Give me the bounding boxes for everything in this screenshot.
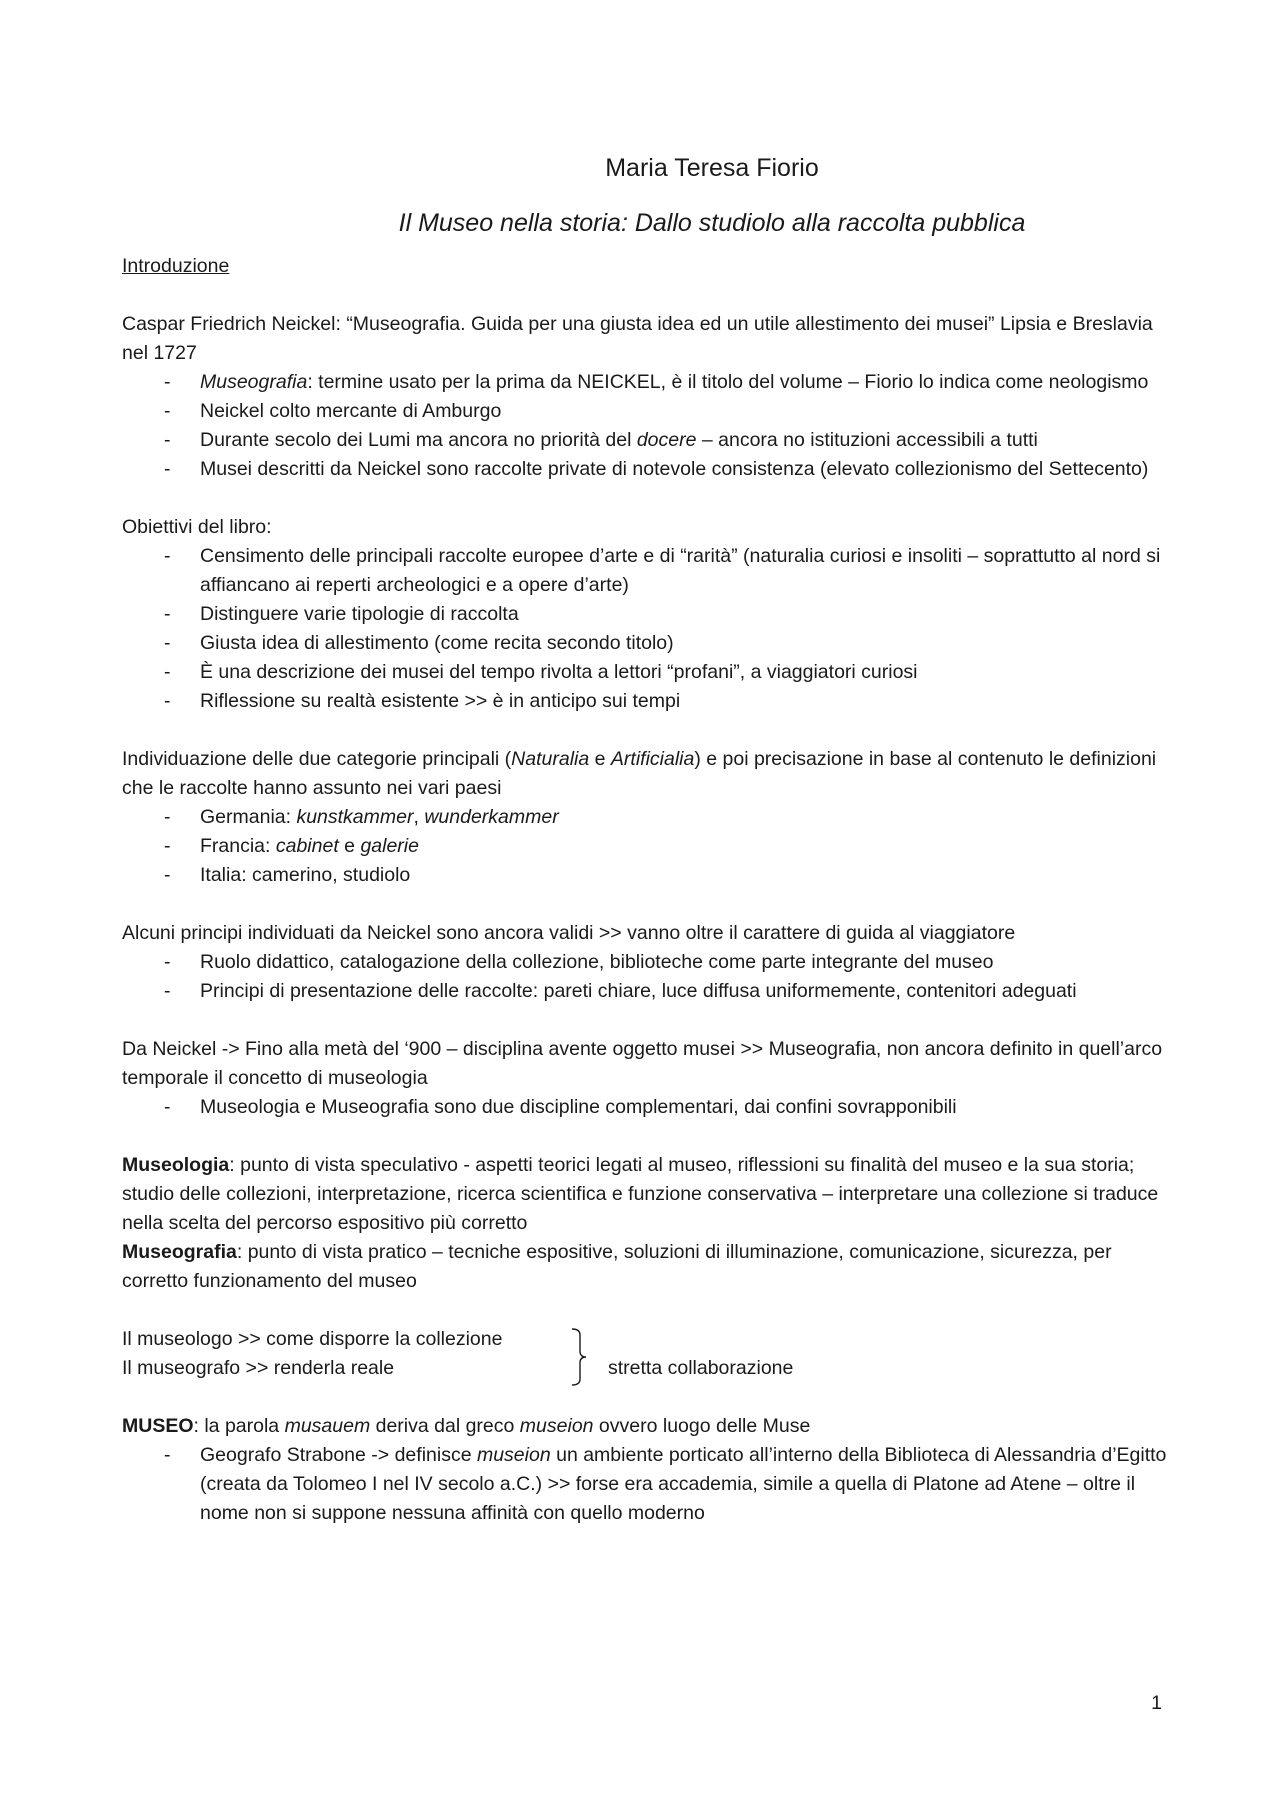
list-item-text: Francia:: [200, 835, 276, 857]
list-item: - Principi di presentazione delle raccolte: pareti chiare, luce diffusa uniformemente, contenitori adeguati: [122, 977, 1172, 1006]
section-heading-introduzione: Introduzione: [122, 255, 230, 277]
list-item-text: : termine usato per la prima da NEICKEL, è il titolo del volume – Fiorio lo indica come neologismo: [307, 371, 1149, 393]
author-name: Maria Teresa Fiorio: [605, 154, 819, 182]
museografo-line: Il museografo >> renderla reale: [122, 1357, 395, 1379]
museo-paragraph: [122, 1412, 1172, 1441]
emphasis-text: Museografia: [200, 371, 308, 393]
museologo-line: Il museologo >> come disporre la collezione: [122, 1328, 503, 1350]
intro-list: [122, 368, 1172, 484]
list-item-italia: - Italia: camerino, studiolo: [122, 861, 1172, 890]
definition-text: : punto di vista pratico – tecniche espositive, soluzioni di illuminazione, comunicazione, sicurezza, per corretto funzionamento del museo: [122, 1241, 1112, 1292]
intro-paragraph: Caspar Friedrich Neickel: “Museografia. Guida per una giusta idea ed un utile allestimento dei musei” Lipsia e Breslavia nel 1727: [122, 313, 1153, 364]
list-item-text: un ambiente porticato all’interno della Biblioteca di Alessandria d’Egitto (creata da Tolomeo I nel IV secolo a.C.) >> forse era accademia, simile a quella di Platone ad Atene – oltre il nome non si suppone nessuna affinità con quello moderno: [200, 1444, 1167, 1524]
emphasis-text: museion: [476, 1444, 551, 1466]
objectives-block: [122, 513, 1172, 716]
emphasis-text: Artificialia: [610, 748, 695, 770]
list-item: - È una descrizione dei musei del tempo rivolta a lettori “profani”, a viaggiatori curiosi: [122, 658, 1172, 687]
categories-block: [122, 745, 1172, 890]
list-item-text: Geografo Strabone -> definisce: [200, 1444, 477, 1466]
paragraph-text: : la parola: [193, 1415, 285, 1437]
principles-block: [122, 919, 1172, 1006]
list-item: - Museologia e Museografia sono due discipline complementari, dai confini sovrapponibili: [122, 1093, 1172, 1122]
principles-paragraph: Alcuni principi individuati da Neickel sono ancora validi >> vanno oltre il carattere di guida al viaggiatore: [122, 922, 1016, 944]
paragraph-text: deriva dal greco: [370, 1415, 520, 1437]
list-item: - Ruolo didattico, catalogazione della collezione, biblioteche come parte integrante del museo: [122, 948, 1172, 977]
list-item: - Distinguere varie tipologie di raccolta: [122, 600, 1172, 629]
objectives-list: [122, 542, 1172, 716]
definitions-block: [122, 1151, 1172, 1296]
emphasis-text: musauem: [284, 1415, 371, 1437]
right-brace-icon: [570, 1327, 600, 1387]
museologia-definition: [122, 1151, 1172, 1238]
list-item-text: ,: [413, 806, 425, 828]
list-item: [122, 368, 1172, 397]
bold-term: Museologia: [122, 1154, 230, 1176]
emphasis-text: cabinet: [275, 835, 339, 857]
list-item: - Neickel colto mercante di Amburgo: [122, 397, 1172, 426]
paragraph-text: ovvero luogo delle Muse: [593, 1415, 811, 1437]
list-item: - Censimento delle principali raccolte europee d’arte e di “rarità” (naturalia curiosi e insoliti – soprattutto al nord si affiancano ai reperti archeologici e a opere d’arte): [122, 542, 1172, 600]
emphasis-text: kunstkammer: [296, 806, 414, 828]
discipline-paragraph: Da Neickel -> Fino alla metà del ‘900 – disciplina avente oggetto musei >> Museografia, non ancora definito in quell’arco temporale il concetto di museologia: [122, 1038, 1163, 1089]
emphasis-text: wunderkammer: [424, 806, 559, 828]
objectives-heading: Obiettivi del libro:: [122, 516, 272, 538]
list-item-text: Durante secolo dei Lumi ma ancora no priorità del: [200, 429, 637, 451]
emphasis-text: museion: [519, 1415, 594, 1437]
paragraph-text: Individuazione delle due categorie principali (: [122, 748, 512, 770]
list-item-germania: [122, 803, 1172, 832]
discipline-block: [122, 1035, 1172, 1122]
museo-list: [122, 1441, 1172, 1528]
emphasis-text: docere: [636, 429, 697, 451]
roles-block: [122, 1325, 1172, 1383]
list-item: - Riflessione su realtà esistente >> è in anticipo sui tempi: [122, 687, 1172, 716]
museografia-definition: [122, 1238, 1172, 1296]
list-item-francia: [122, 832, 1172, 861]
page-number: 1: [1151, 1692, 1162, 1714]
museo-block: [122, 1412, 1172, 1528]
emphasis-text: galerie: [360, 835, 419, 857]
page-content: [122, 152, 1172, 1557]
categories-list: [122, 803, 1172, 890]
paragraph-text: e: [589, 748, 611, 770]
list-item: - Musei descritti da Neickel sono raccolte private di notevole consistenza (elevato collezionismo del Settecento): [122, 455, 1172, 484]
bold-term: Museografia: [122, 1241, 237, 1263]
list-item-text: – ancora no istituzioni accessibili a tutti: [696, 429, 1038, 451]
emphasis-text: Naturalia: [511, 748, 590, 770]
discipline-list: [122, 1093, 1172, 1122]
principles-list: [122, 948, 1172, 1006]
list-item: [122, 1441, 1172, 1528]
collaboration-note: stretta collaborazione: [608, 1357, 794, 1379]
list-item-text: Germania:: [200, 806, 297, 828]
list-item: [122, 426, 1172, 455]
categories-paragraph: [122, 745, 1172, 803]
definition-text: : punto di vista speculativo - aspetti teorici legati al museo, riflessioni su finalità del museo e la sua storia; studio delle collezioni, interpretazione, ricerca scientifica e funzione conservativa – interpretare una collezione si traduce nella scelta del percorso espositivo più corretto: [122, 1154, 1159, 1234]
bold-term: MUSEO: [122, 1415, 194, 1437]
book-title: Il Museo nella storia: Dallo studiolo alla raccolta pubblica: [398, 209, 1026, 237]
paragraph-text: ) e poi precisazione in base al contenuto le definizioni che le raccolte hanno assunto nei vari paesi: [122, 748, 1157, 799]
list-item-text: e: [338, 835, 361, 857]
intro-block: [122, 310, 1172, 484]
list-item: - Giusta idea di allestimento (come recita secondo titolo): [122, 629, 1172, 658]
